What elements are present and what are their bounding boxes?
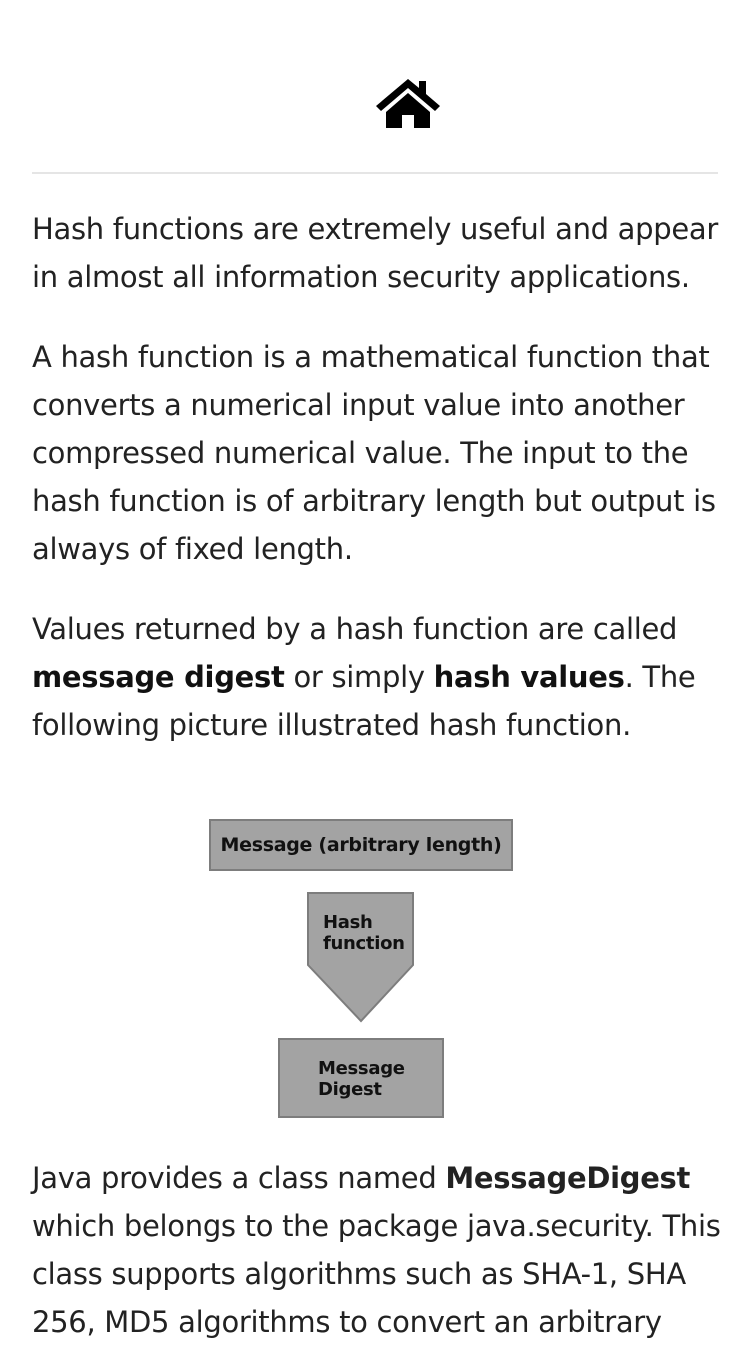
- message-digest-box: [278, 1038, 444, 1118]
- paragraph-java: [32, 1154, 722, 1346]
- text-span: Values returned by a hash function are called: [32, 612, 678, 646]
- paragraph-digest: [32, 605, 722, 749]
- hash-function-diagram: [205, 815, 525, 1125]
- text-span: or simply: [284, 660, 434, 694]
- hash-function-label-line2: function: [323, 933, 405, 954]
- article-body-continued: [32, 1154, 722, 1346]
- message-box: Message (arbitrary length): [209, 819, 513, 871]
- home-icon[interactable]: [376, 76, 440, 128]
- hash-function-label: [323, 912, 405, 954]
- text-span: which belongs to the package java.security. This class supports algorithms such as SHA-1, SHA 256, MD5 algorithms to convert an arbitrary: [32, 1209, 721, 1339]
- paragraph-intro: Hash functions are extremely useful and appear in almost all information security applications.: [32, 212, 719, 294]
- paragraph-definition: A hash function is a mathematical function that converts a numerical input value into another compressed numerical value. The input to the hash function is of arbitrary length but output is always of fixed length.: [32, 340, 716, 566]
- page-header: [32, 0, 718, 174]
- bold-term-message-digest: message digest: [32, 660, 285, 694]
- hash-function-label-line1: Hash: [323, 912, 373, 933]
- digest-label-line2: Digest: [318, 1079, 382, 1100]
- digest-label-line1: Message: [318, 1058, 405, 1079]
- text-span: . The following picture illustrated hash function.: [32, 660, 696, 742]
- article-body: [32, 205, 722, 781]
- text-span: Java provides a class named: [32, 1161, 446, 1195]
- bold-term-messagedigest: MessageDigest: [445, 1161, 691, 1195]
- bold-term-hash-values: hash values: [433, 660, 625, 694]
